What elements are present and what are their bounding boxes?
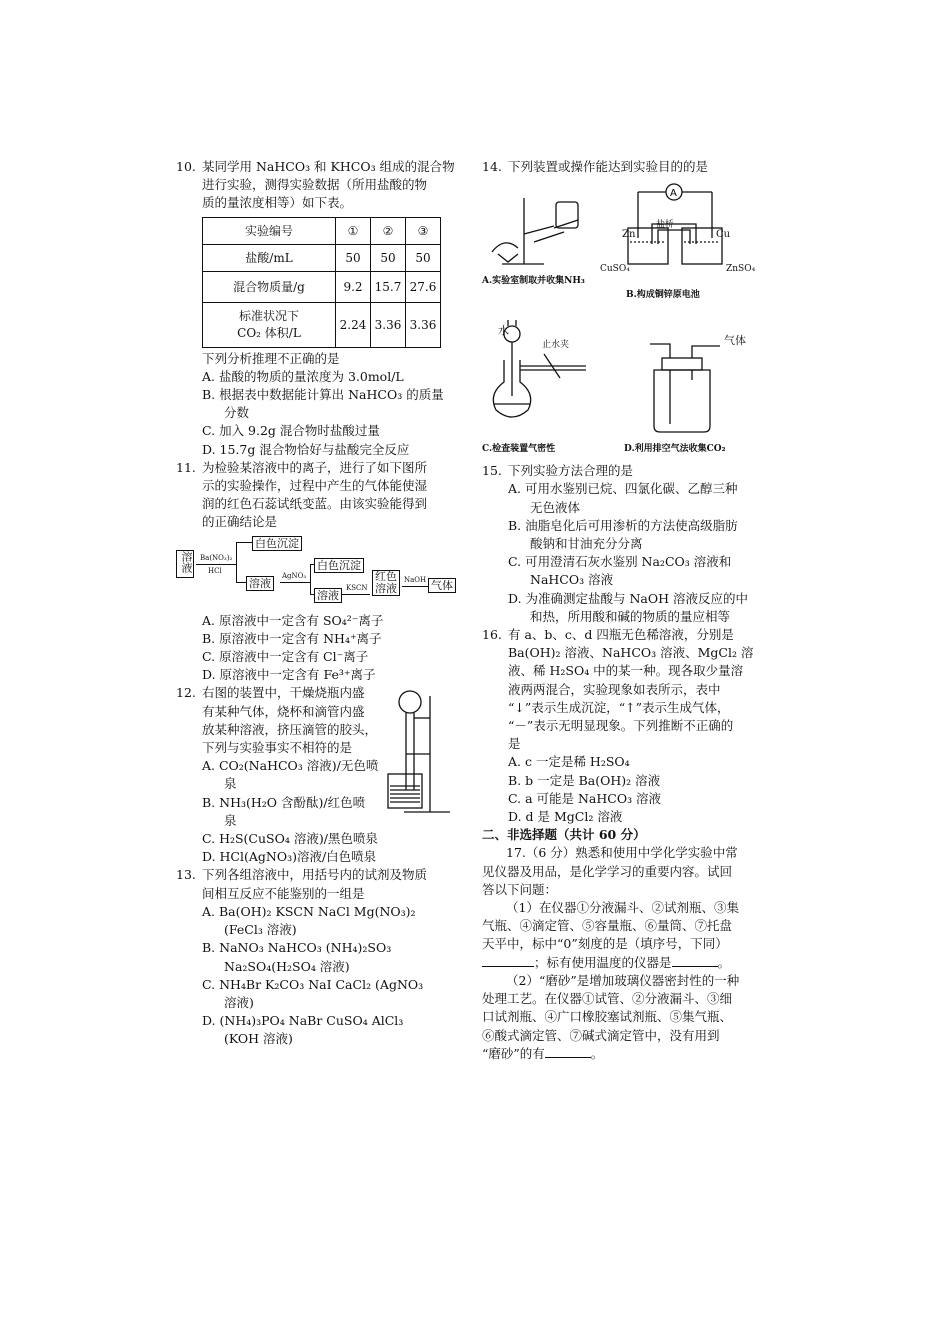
question-stem: “↓”表示生成沉淀，“↑”表示生成气体，	[508, 699, 730, 715]
option-d: D. (NH₄)₃PO₄ NaBr CuSO₄ AlCl₃	[202, 1013, 404, 1029]
solution-box: 溶液	[314, 588, 342, 603]
arrow-line	[402, 586, 428, 587]
table-cell	[203, 302, 336, 347]
option-d-cont: 和热，所用酸和碱的物质的量应相等	[530, 608, 731, 624]
option-a: A. 盐酸的物质的量浓度为 3.0mol/L	[202, 368, 404, 384]
table-header: ②	[371, 217, 406, 244]
question-number: 13.	[176, 867, 196, 883]
question-stem: （1）在仪器①分液漏斗、②试剂瓶、③集	[506, 900, 739, 916]
table-cell: 3.36	[406, 302, 441, 347]
option-b: B. NaNO₃ NaHCO₃ (NH₄)₂SO₃	[202, 940, 392, 956]
flow-start	[176, 550, 194, 578]
option-a: A. CO₂(NaHCO₃ 溶液)/无色喷	[202, 758, 379, 774]
question-number: 16.	[482, 627, 502, 643]
question-stem: 是	[508, 736, 521, 752]
arrow-line	[196, 564, 236, 565]
option-d: D. 为准确测定盐酸与 NaOH 溶液反应的中	[508, 590, 749, 606]
option-c: C. H₂S(CuSO₄ 溶液)/黑色喷泉	[202, 831, 378, 847]
question-17	[482, 844, 772, 1062]
arrow-line	[342, 594, 370, 595]
table-cell: 盐酸/mL	[203, 244, 336, 271]
znso4-label: ZnSO₄	[726, 264, 756, 275]
question-stem: ⑥酸式滴定管、⑦碱式滴定管中，没有用到	[482, 1027, 720, 1043]
figure-caption: A.实验室制取并收集NH₃	[482, 276, 585, 287]
question-stem: 17.（6 分）熟悉和使用中学化学实验中常	[506, 845, 738, 861]
question-number: 10.	[176, 159, 196, 174]
question-stem: 间相互反应不能鉴别的一组是	[202, 885, 365, 901]
question-stem: ；标有使用温度的仪器是	[534, 954, 672, 970]
red-solution-box	[372, 570, 400, 596]
option-a-cont: 无色液体	[530, 499, 581, 515]
question-stem: 见仪器及用品，是化学学习的重要内容。试回	[482, 863, 733, 879]
question-stem: 下列与实验事实不相符的是	[202, 740, 353, 756]
gas-label: 气体	[724, 334, 746, 348]
option-c: C. NH₄Br K₂CO₃ NaI CaCl₂ (AgNO₃	[202, 976, 424, 992]
table-cell: 9.2	[336, 271, 371, 302]
figure-caption: B.构成铜锌原电池	[626, 290, 700, 301]
table-cell: 50	[371, 244, 406, 271]
question-stem: 有某种气体，烧杯和滴管内盛	[202, 703, 365, 719]
option-d: D. 原溶液中一定含有 Fe³⁺离子	[202, 667, 376, 683]
option-c: C. 原溶液中一定含有 Cl⁻离子	[202, 649, 369, 665]
option-a: A. 可用水鉴别已烷、四氯化碳、乙醇三种	[508, 481, 738, 497]
option-b: B. 油脂皂化后可用渗析的方法使高级脂肪	[508, 517, 738, 533]
reagent-label: Ba(NO₃)₂	[200, 553, 233, 562]
branch-line	[236, 582, 246, 583]
question-stem: 质的量浓度相等）如下表。	[202, 195, 353, 211]
question-stem: 答以下问题：	[482, 881, 558, 897]
section-heading: 二、非选择题（共计 60 分）	[482, 827, 646, 843]
option-b: B. b 一定是 Ba(OH)₂ 溶液	[508, 772, 661, 788]
table-row	[203, 244, 441, 271]
cuso4-label: CuSO₄	[600, 264, 630, 275]
question-stem: 放某种溶液，挤压滴管的胶头，	[202, 721, 378, 737]
question-14	[482, 158, 772, 455]
option-d: D. 15.7g 混合物恰好与盐酸完全反应	[202, 441, 410, 457]
option-b-cont: 泉	[224, 812, 237, 828]
precipitate-box: 白色沉淀	[252, 536, 302, 551]
table-cell: 50	[406, 244, 441, 271]
question-stem: “磨砂”的有	[482, 1045, 545, 1061]
option-b-cont: 分数	[224, 405, 250, 421]
question-stem: （2）“磨砂”是增加玻璃仪器密封性的一种	[506, 972, 740, 988]
question-15	[482, 462, 772, 626]
question-stem: 气瓶、④滴定管、⑤容量瓶、⑥量筒、⑦托盘	[482, 918, 733, 934]
question-stem: 下列装置或操作能达到实验目的的是	[508, 159, 709, 174]
punctuation: 。	[717, 954, 731, 970]
question-stem: 进行实验，测得实验数据（所用盐酸的物	[202, 177, 428, 193]
reagent-label: AgNO₃	[282, 571, 307, 580]
question-stem: 液两两混合，实验现象如表所示，表中	[508, 681, 721, 697]
question-stem: 的正确结论是	[202, 514, 278, 530]
question-16	[482, 626, 772, 826]
answer-blank[interactable]	[545, 1045, 591, 1058]
question-stem: 某同学用 NaHCO₃ 和 KHCO₃ 组成的混合物	[202, 159, 455, 174]
apparatus-figures	[482, 176, 772, 455]
option-c: C. a 可能是 NaHCO₃ 溶液	[508, 790, 662, 806]
question-number: 15.	[482, 463, 502, 479]
branch-line	[236, 542, 252, 543]
table-header: ③	[406, 217, 441, 244]
question-stem: 处理工艺。在仪器①试管、②分液漏斗、③细	[482, 991, 733, 1007]
table-header: 实验编号	[203, 217, 336, 244]
answer-blank[interactable]	[672, 954, 718, 967]
option-b: B. 原溶液中一定含有 NH₄⁺离子	[202, 630, 382, 646]
cell-line: CO₂ 体积/L	[237, 325, 301, 340]
fountain-apparatus-figure	[384, 688, 450, 818]
question-stem: “－”表示无明显现象。下列推断不正确的	[508, 718, 734, 734]
option-a: A. Ba(OH)₂ KSCN NaCl Mg(NO₃)₂	[202, 903, 416, 919]
arrow-line	[280, 582, 310, 583]
question-stem: Ba(OH)₂ 溶液、NaHCO₃ 溶液、MgCl₂ 溶	[508, 645, 754, 661]
table-row	[203, 302, 441, 347]
figure-a-ammonia-setup	[484, 192, 594, 272]
question-number: 14.	[482, 159, 502, 174]
question-stem: 为检验某溶液中的离子，进行了如下图所	[202, 459, 428, 475]
gas-box: 气体	[428, 578, 456, 593]
question-stem: 润的红色石蕊试纸变蓝。由该实验能得到	[202, 496, 428, 512]
question-13	[176, 866, 456, 1048]
branch-line	[310, 564, 311, 594]
option-d: D. HCl(AgNO₃)溶液/白色喷泉	[202, 849, 377, 865]
reagent-label: HCl	[208, 566, 222, 575]
solution-box: 溶液	[246, 576, 274, 591]
cu-label: Cu	[716, 229, 731, 241]
reagent-label: NaOH	[404, 575, 427, 584]
punctuation: 。	[590, 1045, 604, 1061]
branch-line	[236, 542, 237, 582]
table-cell: 混合物质量/g	[203, 271, 336, 302]
table-cell: 27.6	[406, 271, 441, 302]
figure-caption: C.检查装置气密性	[482, 444, 556, 455]
option-a-cont: 泉	[224, 776, 237, 792]
option-c-cont: 溶液)	[224, 994, 254, 1010]
table-cell: 15.7	[371, 271, 406, 302]
figure-d-gas-collection	[640, 340, 750, 436]
option-c: C. 可用澄清石灰水鉴别 Na₂CO₃ 溶液和	[508, 554, 732, 570]
figure-caption: D.利用排空气法收集CO₂	[624, 444, 726, 455]
question-stem: 右图的装置中，干燥烧瓶内盛	[202, 685, 365, 701]
option-a: A. 原溶液中一定含有 SO₄²⁻离子	[202, 612, 384, 628]
question-stem: 液、稀 H₂SO₄ 中的某一种。现各取少量溶	[508, 663, 744, 679]
question-number: 11.	[176, 459, 196, 475]
precipitate-box: 白色沉淀	[314, 558, 364, 573]
table-row	[203, 271, 441, 302]
figure-b-galvanic-cell	[614, 180, 744, 270]
cell-line: 标准状况下	[238, 308, 299, 323]
question-stem: 天平中，标中“0”刻度的是（填序号，下同）	[482, 936, 728, 952]
option-b-cont: Na₂SO₄(H₂SO₄ 溶液)	[224, 958, 350, 974]
table-cell: 2.24	[336, 302, 371, 347]
option-a: A. c 一定是稀 H₂SO₄	[508, 754, 630, 770]
question-stem: 口试剂瓶、④广口橡胶塞试剂瓶、⑤集气瓶、	[482, 1009, 733, 1025]
question-12	[176, 684, 456, 866]
question-stem: 示的实验操作，过程中产生的气体能使湿	[202, 478, 428, 494]
answer-blank[interactable]	[482, 954, 534, 967]
flow-label: 溶液	[180, 550, 193, 573]
option-d: D. d 是 MgCl₂ 溶液	[508, 809, 623, 825]
flow-label: 溶液	[375, 581, 397, 595]
option-d-cont: (KOH 溶液)	[224, 1031, 293, 1047]
option-c: C. 加入 9.2g 混合物时盐酸过量	[202, 423, 380, 439]
question-10	[176, 158, 456, 459]
question-11	[176, 459, 456, 685]
zn-label: Zn	[622, 229, 636, 241]
table-cell: 50	[336, 244, 371, 271]
flow-label: 红色	[375, 569, 397, 583]
clamp-label: 止水夹	[542, 340, 570, 351]
question-ask: 下列分析推理不正确的是	[202, 350, 340, 366]
option-a-cont: (FeCl₃ 溶液)	[224, 922, 297, 938]
option-b: B. 根据表中数据能计算出 NaHCO₃ 的质量	[202, 387, 444, 403]
water-label: 水	[498, 324, 509, 338]
data-table	[202, 217, 441, 348]
question-stem: 有 a、b、c、d 四瓶无色稀溶液，分别是	[508, 627, 734, 643]
left-column	[176, 158, 456, 1049]
table-header: ①	[336, 217, 371, 244]
option-c-cont: NaHCO₃ 溶液	[530, 572, 614, 588]
table-cell: 3.36	[371, 302, 406, 347]
question-stem: 下列各组溶液中，用括号内的试剂及物质	[202, 867, 428, 883]
option-b: B. NH₃(H₂O 含酚酞)/红色喷	[202, 794, 366, 810]
flow-diagram	[176, 536, 456, 606]
right-column	[482, 158, 772, 1063]
option-b-cont: 酸钠和甘油充分分离	[530, 536, 643, 552]
ammeter-label: A	[670, 188, 677, 200]
question-stem: 下列实验方法合理的是	[508, 463, 634, 479]
salt-bridge-label: 盐桥	[656, 220, 675, 231]
question-number: 12.	[176, 685, 196, 701]
reagent-label: KSCN	[346, 583, 368, 592]
